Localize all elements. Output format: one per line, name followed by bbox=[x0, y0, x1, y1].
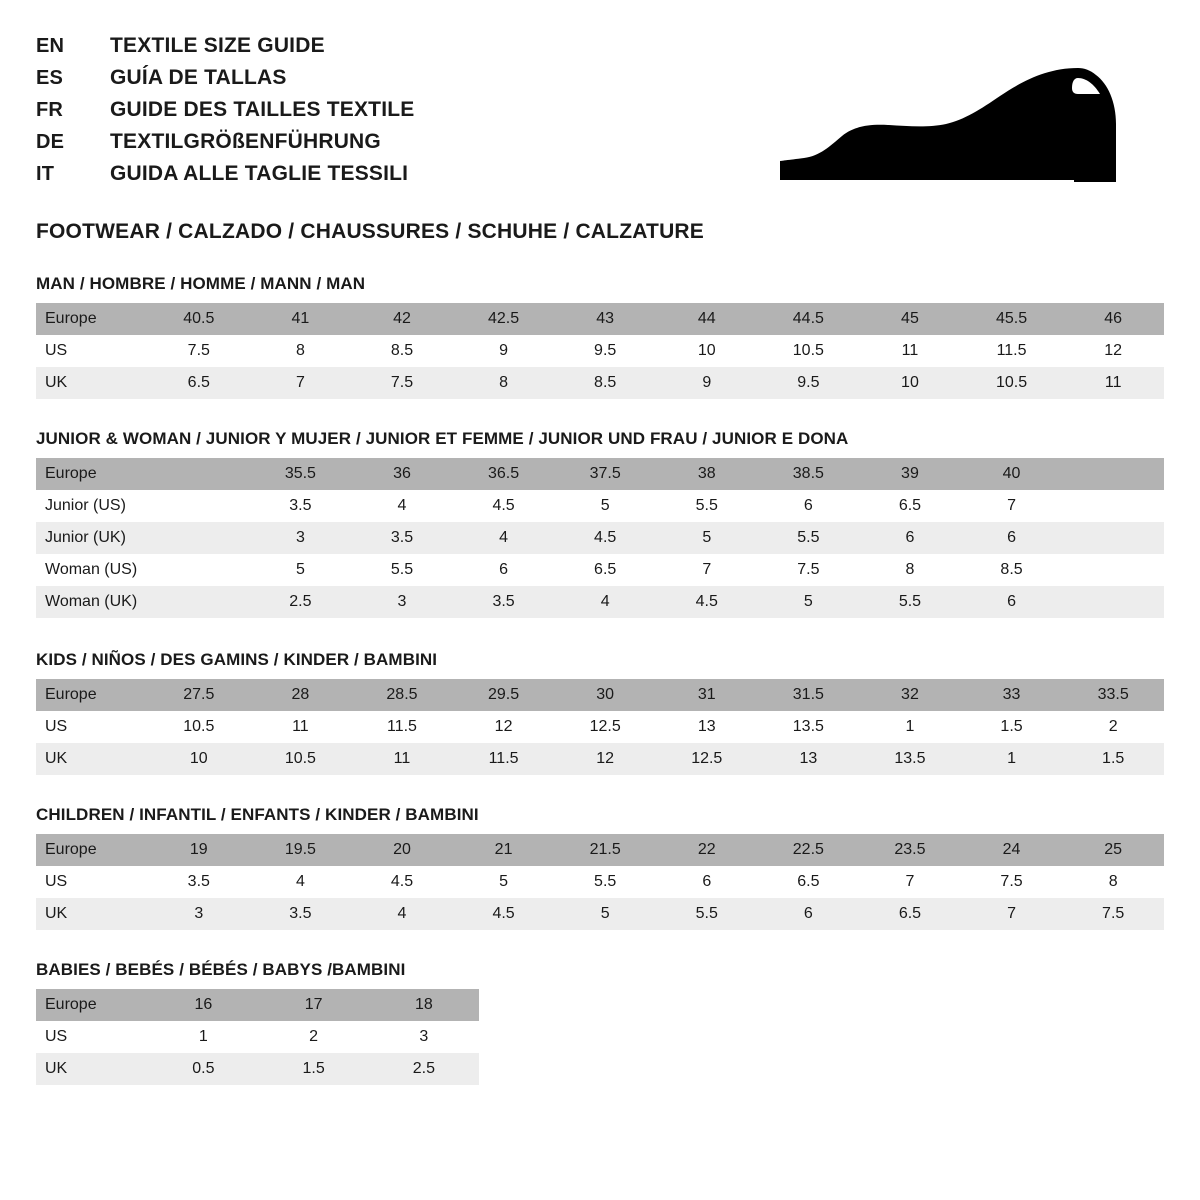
language-code: IT bbox=[36, 163, 55, 185]
cell: 12 bbox=[554, 743, 656, 775]
cell: 4 bbox=[351, 898, 453, 930]
cell: 8 bbox=[859, 554, 961, 586]
cell: 7.5 bbox=[1062, 898, 1164, 930]
cell: 6.5 bbox=[758, 866, 860, 898]
cell: 40 bbox=[961, 458, 1063, 490]
cell bbox=[1062, 586, 1164, 618]
table-row bbox=[36, 711, 1164, 743]
cell: 18 bbox=[369, 989, 479, 1021]
cell: 3.5 bbox=[453, 586, 555, 618]
cell: 1 bbox=[859, 711, 961, 743]
size-table-children bbox=[36, 834, 1164, 930]
table-row bbox=[36, 458, 1164, 490]
cell: 41 bbox=[250, 303, 352, 335]
language-row bbox=[36, 162, 414, 194]
cell: 2 bbox=[1062, 711, 1164, 743]
row-label: US bbox=[36, 866, 148, 898]
cell: 6 bbox=[961, 586, 1063, 618]
cell: 12.5 bbox=[656, 743, 758, 775]
cell: 9 bbox=[453, 335, 555, 367]
cell: 44 bbox=[656, 303, 758, 335]
cell: 5.5 bbox=[656, 490, 758, 522]
cell: 5.5 bbox=[656, 898, 758, 930]
language-code: DE bbox=[36, 131, 65, 153]
cell: 1 bbox=[961, 743, 1063, 775]
cell: 29.5 bbox=[453, 679, 555, 711]
cell: 1.5 bbox=[258, 1053, 368, 1085]
row-label: Europe bbox=[36, 679, 148, 711]
row-label: Junior (UK) bbox=[36, 522, 148, 554]
cell: 20 bbox=[351, 834, 453, 866]
cell: 38.5 bbox=[758, 458, 860, 490]
cell: 42 bbox=[351, 303, 453, 335]
cell: 5.5 bbox=[351, 554, 453, 586]
cell: 44.5 bbox=[758, 303, 860, 335]
group-kids bbox=[36, 650, 1164, 775]
row-label: UK bbox=[36, 1053, 148, 1085]
group-title: MAN / HOMBRE / HOMME / MANN / MAN bbox=[36, 274, 366, 293]
cell bbox=[148, 522, 250, 554]
cell: 13 bbox=[758, 743, 860, 775]
cell: 32 bbox=[859, 679, 961, 711]
size-table-man bbox=[36, 303, 1164, 399]
cell: 7 bbox=[859, 866, 961, 898]
page-header bbox=[36, 34, 1164, 194]
cell: 8.5 bbox=[351, 335, 453, 367]
cell: 31.5 bbox=[758, 679, 860, 711]
cell: 43 bbox=[554, 303, 656, 335]
cell: 4.5 bbox=[351, 866, 453, 898]
language-code: ES bbox=[36, 67, 64, 89]
cell: 3 bbox=[351, 586, 453, 618]
size-table-kids bbox=[36, 679, 1164, 775]
group-children bbox=[36, 805, 1164, 930]
cell: 6 bbox=[859, 522, 961, 554]
cell: 4 bbox=[453, 522, 555, 554]
cell: 7 bbox=[961, 490, 1063, 522]
cell: 6 bbox=[758, 490, 860, 522]
cell: 3.5 bbox=[148, 866, 250, 898]
cell: 16 bbox=[148, 989, 258, 1021]
cell: 4.5 bbox=[453, 898, 555, 930]
cell: 22 bbox=[656, 834, 758, 866]
cell: 10 bbox=[859, 367, 961, 399]
cell: 11 bbox=[859, 335, 961, 367]
row-label: Junior (US) bbox=[36, 490, 148, 522]
cell: 7 bbox=[961, 898, 1063, 930]
row-label: Europe bbox=[36, 458, 148, 490]
table-row bbox=[36, 1053, 479, 1085]
language-row bbox=[36, 66, 414, 98]
cell: 39 bbox=[859, 458, 961, 490]
shoe-illustration bbox=[758, 34, 1164, 187]
row-label: US bbox=[36, 1021, 148, 1053]
cell: 5 bbox=[554, 490, 656, 522]
cell: 11.5 bbox=[961, 335, 1063, 367]
cell: 7.5 bbox=[148, 335, 250, 367]
row-label: UK bbox=[36, 367, 148, 399]
cell: 6 bbox=[656, 866, 758, 898]
cell: 3.5 bbox=[250, 898, 352, 930]
cell: 5 bbox=[453, 866, 555, 898]
cell bbox=[148, 586, 250, 618]
cell: 30 bbox=[554, 679, 656, 711]
cell: 5 bbox=[250, 554, 352, 586]
cell: 11.5 bbox=[351, 711, 453, 743]
cell: 3 bbox=[369, 1021, 479, 1053]
table-row bbox=[36, 1021, 479, 1053]
cell: 6.5 bbox=[148, 367, 250, 399]
table-row bbox=[36, 303, 1164, 335]
cell: 10.5 bbox=[148, 711, 250, 743]
cell: 13 bbox=[656, 711, 758, 743]
table-row bbox=[36, 554, 1164, 586]
cell: 31 bbox=[656, 679, 758, 711]
cell: 33 bbox=[961, 679, 1063, 711]
cell: 46 bbox=[1062, 303, 1164, 335]
cell bbox=[1062, 458, 1164, 490]
cell: 1.5 bbox=[1062, 743, 1164, 775]
row-label: Europe bbox=[36, 834, 148, 866]
cell: 0.5 bbox=[148, 1053, 258, 1085]
cell: 45 bbox=[859, 303, 961, 335]
cell: 2.5 bbox=[369, 1053, 479, 1085]
table-row bbox=[36, 490, 1164, 522]
cell: 1 bbox=[148, 1021, 258, 1053]
cell: 8 bbox=[1062, 866, 1164, 898]
size-table-junior-woman bbox=[36, 458, 1164, 618]
cell: 7 bbox=[656, 554, 758, 586]
cell: 6 bbox=[758, 898, 860, 930]
cell: 10.5 bbox=[758, 335, 860, 367]
cell: 8 bbox=[453, 367, 555, 399]
table-row bbox=[36, 522, 1164, 554]
table-row bbox=[36, 834, 1164, 866]
cell: 6.5 bbox=[859, 490, 961, 522]
table-row bbox=[36, 866, 1164, 898]
table-row bbox=[36, 367, 1164, 399]
language-code: FR bbox=[36, 99, 64, 121]
cell: 8.5 bbox=[961, 554, 1063, 586]
table-row bbox=[36, 898, 1164, 930]
cell: 2.5 bbox=[250, 586, 352, 618]
cell: 13.5 bbox=[758, 711, 860, 743]
cell: 23.5 bbox=[859, 834, 961, 866]
cell: 4 bbox=[250, 866, 352, 898]
cell: 8.5 bbox=[554, 367, 656, 399]
cell: 4 bbox=[351, 490, 453, 522]
dress-shoe-icon bbox=[778, 62, 1118, 187]
cell: 10 bbox=[656, 335, 758, 367]
cell: 5.5 bbox=[758, 522, 860, 554]
cell: 10 bbox=[148, 743, 250, 775]
cell: 1.5 bbox=[961, 711, 1063, 743]
cell: 5.5 bbox=[554, 866, 656, 898]
cell: 21 bbox=[453, 834, 555, 866]
cell: 38 bbox=[656, 458, 758, 490]
cell: 7.5 bbox=[961, 866, 1063, 898]
cell: 5 bbox=[554, 898, 656, 930]
table-row bbox=[36, 335, 1164, 367]
row-label: Woman (UK) bbox=[36, 586, 148, 618]
cell: 3 bbox=[148, 898, 250, 930]
cell: 5 bbox=[758, 586, 860, 618]
cell: 4.5 bbox=[656, 586, 758, 618]
language-title: GUIDA ALLE TAGLIE TESSILI bbox=[110, 162, 409, 185]
cell: 8 bbox=[250, 335, 352, 367]
language-title: GUIDE DES TAILLES TEXTILE bbox=[110, 98, 415, 121]
cell: 7.5 bbox=[351, 367, 453, 399]
cell: 4.5 bbox=[554, 522, 656, 554]
cell: 6.5 bbox=[554, 554, 656, 586]
cell: 13.5 bbox=[859, 743, 961, 775]
row-label: UK bbox=[36, 743, 148, 775]
cell: 45.5 bbox=[961, 303, 1063, 335]
cell: 10.5 bbox=[961, 367, 1063, 399]
cell: 33.5 bbox=[1062, 679, 1164, 711]
cell: 5 bbox=[656, 522, 758, 554]
cell: 12 bbox=[453, 711, 555, 743]
cell: 6 bbox=[961, 522, 1063, 554]
cell: 9 bbox=[656, 367, 758, 399]
row-label: Europe bbox=[36, 303, 148, 335]
group-title: JUNIOR & WOMAN / JUNIOR Y MUJER / JUNIOR ET FEMME / JUNIOR UND FRAU / JUNIOR E DONA bbox=[36, 429, 849, 448]
cell: 19 bbox=[148, 834, 250, 866]
language-title: GUÍA DE TALLAS bbox=[110, 66, 287, 89]
cell: 11 bbox=[1062, 367, 1164, 399]
cell: 17 bbox=[258, 989, 368, 1021]
row-label: Europe bbox=[36, 989, 148, 1021]
language-title: TEXTILE SIZE GUIDE bbox=[110, 34, 325, 57]
cell bbox=[148, 554, 250, 586]
language-row bbox=[36, 98, 414, 130]
cell: 2 bbox=[258, 1021, 368, 1053]
cell: 7 bbox=[250, 367, 352, 399]
category-title: FOOTWEAR / CALZADO / CHAUSSURES / SCHUHE / CALZATURE bbox=[36, 220, 705, 243]
cell bbox=[1062, 554, 1164, 586]
table-row bbox=[36, 989, 479, 1021]
group-babies bbox=[36, 960, 1164, 1085]
cell: 22.5 bbox=[758, 834, 860, 866]
language-title: TEXTILGRÖßENFÜHRUNG bbox=[110, 130, 381, 153]
cell: 5.5 bbox=[859, 586, 961, 618]
cell: 42.5 bbox=[453, 303, 555, 335]
cell bbox=[148, 458, 250, 490]
language-row bbox=[36, 130, 414, 162]
cell: 6.5 bbox=[859, 898, 961, 930]
cell: 10.5 bbox=[250, 743, 352, 775]
cell: 3.5 bbox=[250, 490, 352, 522]
cell: 12.5 bbox=[554, 711, 656, 743]
cell: 6 bbox=[453, 554, 555, 586]
group-title: BABIES / BEBÉS / BÉBÉS / BABYS /BAMBINI bbox=[36, 960, 406, 979]
cell: 25 bbox=[1062, 834, 1164, 866]
cell bbox=[148, 490, 250, 522]
table-row bbox=[36, 743, 1164, 775]
cell: 3.5 bbox=[351, 522, 453, 554]
language-row bbox=[36, 34, 414, 66]
group-title: KIDS / NIÑOS / DES GAMINS / KINDER / BAMBINI bbox=[36, 650, 438, 669]
group-man bbox=[36, 274, 1164, 399]
cell: 12 bbox=[1062, 335, 1164, 367]
cell: 27.5 bbox=[148, 679, 250, 711]
size-table-babies bbox=[36, 989, 479, 1085]
group-junior-woman bbox=[36, 429, 1164, 618]
cell: 4.5 bbox=[453, 490, 555, 522]
cell: 4 bbox=[554, 586, 656, 618]
cell: 35.5 bbox=[250, 458, 352, 490]
cell: 36.5 bbox=[453, 458, 555, 490]
cell: 11 bbox=[351, 743, 453, 775]
cell: 37.5 bbox=[554, 458, 656, 490]
cell: 7.5 bbox=[758, 554, 860, 586]
cell: 36 bbox=[351, 458, 453, 490]
cell: 28.5 bbox=[351, 679, 453, 711]
table-row bbox=[36, 586, 1164, 618]
row-label: Woman (US) bbox=[36, 554, 148, 586]
cell: 24 bbox=[961, 834, 1063, 866]
cell: 11.5 bbox=[453, 743, 555, 775]
cell: 19.5 bbox=[250, 834, 352, 866]
table-row bbox=[36, 679, 1164, 711]
cell bbox=[1062, 522, 1164, 554]
cell bbox=[1062, 490, 1164, 522]
cell: 11 bbox=[250, 711, 352, 743]
cell: 3 bbox=[250, 522, 352, 554]
row-label: US bbox=[36, 711, 148, 743]
language-code: EN bbox=[36, 35, 65, 57]
group-title: CHILDREN / INFANTIL / ENFANTS / KINDER / BAMBINI bbox=[36, 805, 479, 824]
cell: 21.5 bbox=[554, 834, 656, 866]
cell: 9.5 bbox=[758, 367, 860, 399]
language-title-list bbox=[36, 34, 414, 194]
row-label: US bbox=[36, 335, 148, 367]
row-label: UK bbox=[36, 898, 148, 930]
cell: 40.5 bbox=[148, 303, 250, 335]
cell: 28 bbox=[250, 679, 352, 711]
cell: 9.5 bbox=[554, 335, 656, 367]
